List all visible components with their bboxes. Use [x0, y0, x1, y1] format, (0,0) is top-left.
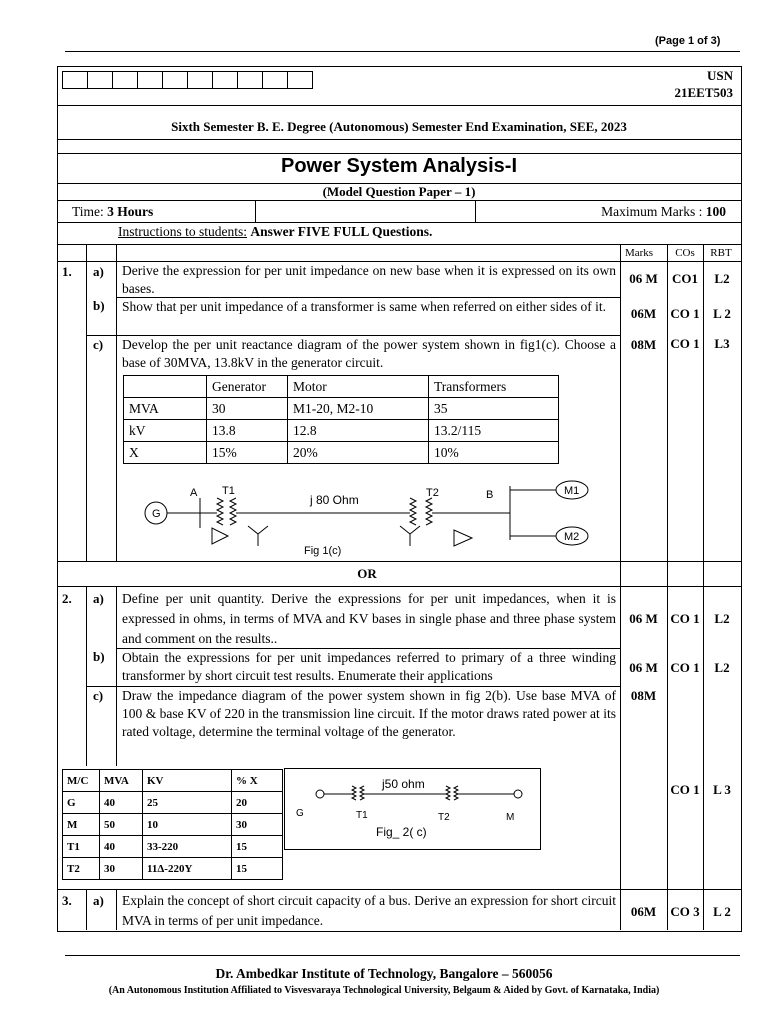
- or-separator: OR: [357, 566, 377, 581]
- m1-label: M1: [564, 485, 580, 497]
- q2c-rbt: L 3: [713, 782, 731, 797]
- q1b-marks: 06M: [630, 306, 657, 321]
- q1-number: 1.: [62, 264, 72, 279]
- usn-label: USN: [706, 68, 733, 83]
- usn-boxes: [62, 71, 312, 89]
- q1c-label: c): [93, 337, 104, 352]
- t1-label: T1: [356, 810, 368, 821]
- fig2c-caption: Fig_ 2( c): [376, 825, 427, 839]
- q1b-text: Show that per unit impedance of a transformer is same when referred on either sides of it.: [122, 299, 606, 314]
- q2b-text: Obtain the expressions for per unit impedances referred to primary of a three winding transformer by short circuit test results. Enumerate their applications: [122, 650, 616, 683]
- q3a-text: Explain the concept of short circuit capacity of a bus. Derive an expression for short circuit MVA in terms of per unit impedance.: [122, 893, 616, 928]
- q2b-co: CO 1: [670, 660, 700, 675]
- footer-affiliation: (An Autonomous Institution Affiliated to Visvesvaraya Technological University, Belgaum & Aided by Govt. of Karnataka, India): [108, 985, 660, 996]
- instructions-label: Instructions to students:: [118, 224, 247, 239]
- max-marks-label: Maximum Marks :: [601, 204, 703, 219]
- t2-wye-symbol: [400, 526, 420, 546]
- t1-label: T1: [222, 485, 235, 497]
- m-label: M: [506, 812, 515, 823]
- time-label: Time:: [72, 204, 104, 219]
- q2a-label: a): [93, 591, 104, 606]
- g-label: G: [296, 808, 304, 819]
- q1b-co: CO 1: [670, 306, 700, 321]
- top-rule: [65, 51, 740, 52]
- g-terminal: [316, 790, 324, 798]
- q1c-co: CO 1: [670, 336, 700, 351]
- m-terminal: [514, 790, 522, 798]
- table-header-row: Generator Motor Transformers: [124, 376, 559, 398]
- t1-delta-symbol: [212, 528, 228, 544]
- q1b-label: b): [93, 298, 105, 313]
- q3a-marks: 06M: [630, 904, 657, 919]
- t2-label: T2: [438, 812, 450, 823]
- q1a-co: CO1: [672, 271, 698, 286]
- q2b-rbt: L2: [714, 660, 730, 675]
- instructions: [118, 224, 432, 240]
- max-marks-value: 100: [705, 204, 726, 219]
- q2c-marks: 08M: [630, 688, 657, 703]
- bus-a-label: A: [190, 487, 198, 499]
- q1c-marks: 08M: [630, 337, 657, 352]
- q3-number: 3.: [62, 893, 72, 908]
- q3a-rbt: L 2: [713, 904, 731, 919]
- q2a-marks: 06 M: [629, 611, 658, 626]
- t1-primary-coil: [217, 498, 223, 525]
- footer-institute: Dr. Ambedkar Institute of Technology, Bangalore – 560056: [215, 966, 553, 981]
- q1a-marks: 06 M: [629, 271, 658, 286]
- q1a-label: a): [93, 264, 104, 279]
- exam-title: Sixth Semester B. E. Degree (Autonomous) Semester End Examination, SEE, 2023: [171, 119, 627, 134]
- time-value: 3 Hours: [107, 204, 154, 219]
- fig2c-diagram: [284, 768, 541, 850]
- q1a-text: Derive the expression for per unit impedance on new base when it is expressed on its own bases.: [122, 263, 616, 296]
- table-row: G 40 25 20: [63, 792, 283, 814]
- q2c-co: CO 1: [670, 782, 700, 797]
- table-row: T1 40 33-220 15: [63, 836, 283, 858]
- course-code: 21EET503: [674, 85, 733, 100]
- fig1c-caption: Fig 1(c): [304, 545, 342, 557]
- t2-delta-symbol: [454, 530, 472, 546]
- paper-subtitle: (Model Question Paper – 1): [322, 184, 476, 199]
- line-impedance-label: j50 ohm: [382, 777, 425, 791]
- table-row: X 15% 20% 10%: [124, 442, 559, 464]
- t1-secondary-coil: [360, 786, 364, 800]
- q1c-rbt: L3: [714, 336, 730, 351]
- footer-rule: [65, 955, 740, 956]
- m2-label: M2: [564, 531, 580, 543]
- q2-number: 2.: [62, 591, 72, 606]
- bus-b-label: B: [486, 489, 494, 501]
- q2c-text: Draw the impedance diagram of the power system shown in fig 2(b). Use base MVA of 100 & base KV of 220 in the transmission line circuit. If the motor draws rated power at its rated voltage, determine the terminal voltage of the generator.: [122, 688, 616, 739]
- table-row: T2 30 11Δ-220Y 15: [63, 858, 283, 880]
- q2a-text: Define per unit quantity. Derive the expressions for per unit impedances, when it is expressed in ohms, in terms of MVA and KV bases in single phase and three phase system and comment on the results..: [122, 591, 616, 646]
- t2-label: T2: [426, 487, 439, 499]
- cos-header: COs: [675, 247, 695, 259]
- q1b-rbt: L 2: [713, 306, 731, 321]
- table-header-row: M/C MVA KV % X: [63, 770, 283, 792]
- page-number: (Page 1 of 3): [655, 35, 721, 47]
- time-allowed: [72, 204, 153, 220]
- q2a-rbt: L2: [714, 611, 730, 626]
- t2-secondary-coil: [426, 498, 432, 525]
- t2-primary-coil: [410, 498, 416, 525]
- max-marks: [520, 204, 726, 220]
- t2-primary-coil: [446, 786, 450, 800]
- t1-primary-coil: [352, 786, 356, 800]
- gen-label: G: [152, 508, 161, 520]
- q3a-label: a): [93, 893, 104, 908]
- marks-header: Marks: [624, 247, 654, 259]
- q2b-label: b): [93, 649, 105, 664]
- q1c-text: Develop the per unit reactance diagram of the power system shown in fig1(c). Choose a base of 30MVA, 13.8kV in the generator circuit.: [122, 337, 616, 370]
- q3a-co: CO 3: [670, 904, 700, 919]
- table-row: M 50 10 30: [63, 814, 283, 836]
- t1-secondary-coil: [230, 498, 236, 525]
- q2b-marks: 06 M: [629, 660, 658, 675]
- t1-wye-symbol: [248, 526, 268, 546]
- line-impedance-label: j 80 Ohm: [310, 493, 359, 507]
- instructions-value: Answer FIVE FULL Questions.: [250, 224, 433, 239]
- t2-secondary-coil: [454, 786, 458, 800]
- q2a-co: CO 1: [670, 611, 700, 626]
- table-row: kV 13.8 12.8 13.2/115: [124, 420, 559, 442]
- subject-title: Power System Analysis-I: [280, 155, 518, 177]
- q1a-rbt: L2: [714, 271, 730, 286]
- fig1c-diagram: [120, 468, 600, 560]
- rbt-header: RBT: [710, 247, 732, 259]
- table-row: MVA 30 M1-20, M2-10 35: [124, 398, 559, 420]
- q2c-label: c): [93, 688, 104, 703]
- q2-data-table: [62, 769, 283, 880]
- q1-data-table: [123, 375, 559, 464]
